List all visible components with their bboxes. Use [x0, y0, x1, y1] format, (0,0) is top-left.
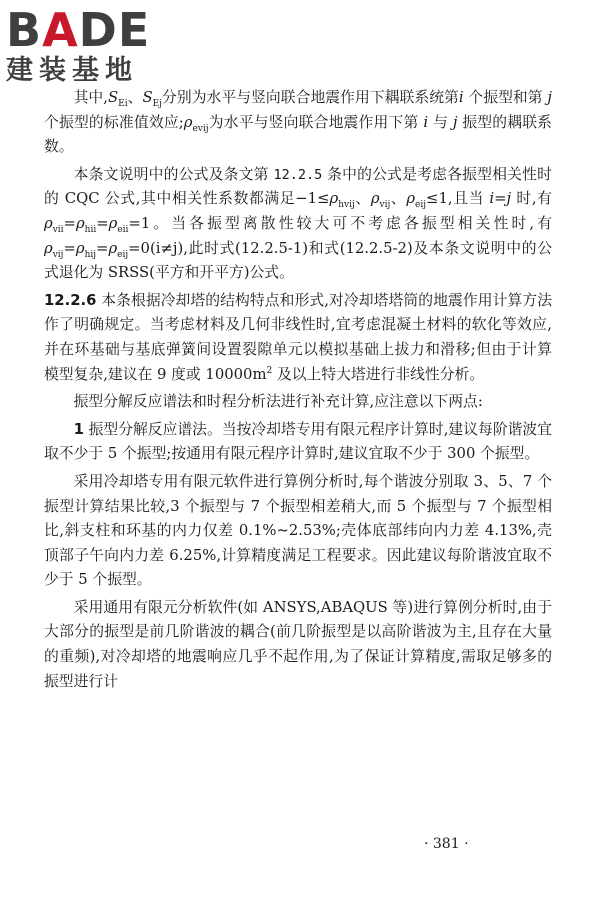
page-body [44, 86, 552, 697]
page-number: · 381 · [424, 836, 469, 852]
paragraph-7: 采用通用有限元分析软件(如 ANSYS,ABAQUS 等)进行算例分析时,由于大部分的振型是前几阶谐波的耦合(前几阶振型是以高阶谐波为主,且存在大量的重频),对冷却塔的地震响应几乎不起作用,为了保证计算精度,需取足够多的振型进行计 [44, 598, 552, 690]
paragraph-2: 本条文说明中的公式及条文第 12.2.5 条中的公式是考虑各振型相关性时的 CQC 公式,其中相关性系数都满足$-1\le\rho_{hvij}$、$\rho_{vij}$、$\rho_{eij}\le 1$,且当 i=j 时,有 $\rho_{vii}=\rho_{hii}=\rho_{eii}=1$。当各振型离散性较大可不考虑各振型相关性时,有 $\rho_{vij}=\rho_{hij}=\rho_{eij}=0(i\ne j)$,此时式(12.2.5-1)和式(12.2.5-2)及本条文说明中的公式退化为 SRSS(平方和开平方)公式。 [44, 165, 552, 282]
logo-cjk: 建装基地 [6, 55, 138, 86]
section-12-2-6: 12.2.6 本条根据冷却塔的结构特点和形式,对冷却塔塔筒的地震作用计算方法作了明确规定。当考虑材料及几何非线性时,宜考虑混凝土材料的软化等效应,并在环基础与基底弹簧间设置裂隙单元以模拟基础上拔力和滑移;但由于计算模型复杂,建议在 9 度或 $10000m^2$ 及以上特大塔进行非线性分析。 [44, 291, 552, 383]
logo-letters-de: DE [78, 3, 151, 57]
paragraph-6: 采用冷却塔专用有限元软件进行算例分析时,每个谐波分别取 3、5、7 个振型计算结果比较,3 个振型与 7 个振型相差稍大,而 5 个振型与 7 个振型相比,斜支柱和环基的内力仅差 0.1%~2.53%;壳体底部纬向内力差 4.13%,壳顶部子午向内力差 6.25%,计算精度满足工程要求。因此建议每阶谐波宜取不少于 5 个振型。 [44, 472, 552, 589]
paragraph-4: 振型分解反应谱法和时程分析法进行补充计算,应注意以下两点: [73, 393, 483, 411]
logo-letter-b: B [6, 3, 43, 57]
bade-logo [6, 3, 176, 88]
paragraph-1: 其中$,S_{Ei}$、$S_{Ej}$分别为水平与竖向联合地震作用下耦联系统第i 个振型和第 j 个振型的标准值效应$;\rho_{evij}$为水平与竖向联合地震作用下第 i 与 j 振型的耦联系数。 [44, 89, 552, 156]
logo-latin [6, 3, 176, 57]
logo-letter-a-accent: A [42, 3, 79, 57]
item-1: 1 振型分解反应谱法。当按冷却塔专用有限元程序计算时,建议每阶谐波宜取不少于 5 个振型;按通用有限元程序计算时,建议宜取不少于 300 个振型。 [44, 420, 553, 463]
item-number: 1 [73, 420, 84, 438]
section-number: 12.2.6 [44, 291, 97, 309]
